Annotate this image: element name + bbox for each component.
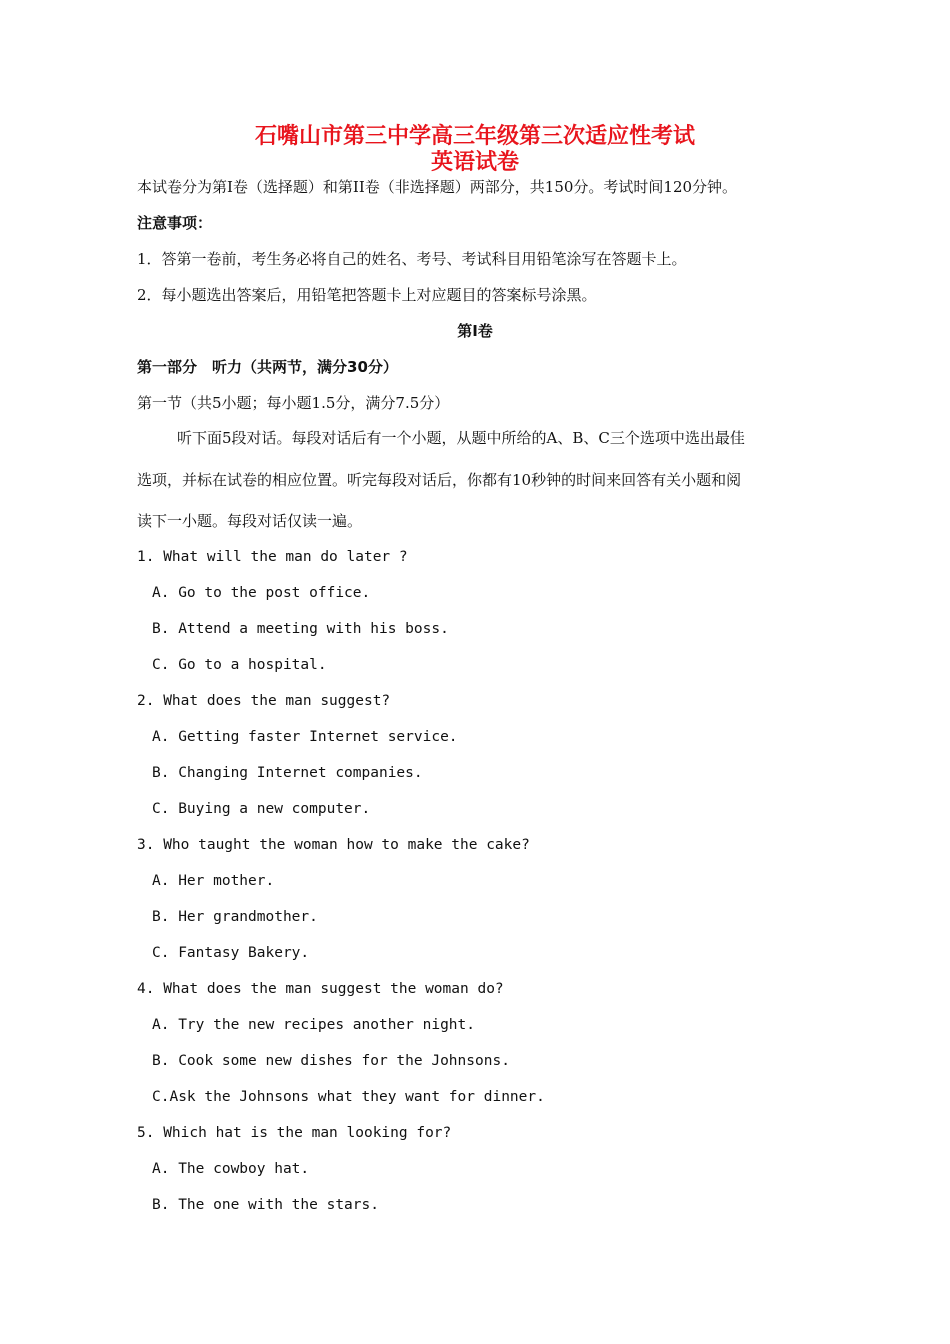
notice-item: 1．答第一卷前，考生务必将自己的姓名、考号、考试科目用铅笔涂写在答题卡上。: [137, 250, 687, 268]
notice-heading: 注意事项：: [137, 214, 213, 232]
question-stem: 3. Who taught the woman how to make the cake?: [137, 837, 530, 853]
question-stem: 1. What will the man do later ?: [137, 549, 408, 565]
answer-option: C. Go to a hospital.: [152, 657, 327, 673]
answer-option: B. Attend a meeting with his boss.: [152, 621, 449, 637]
answer-option: A. Her mother.: [152, 873, 275, 889]
instruction-line: 读下一小题。每段对话仅读一遍。: [137, 512, 363, 530]
answer-option: B. Changing Internet companies.: [152, 765, 423, 781]
answer-option: B. Cook some new dishes for the Johnsons.: [152, 1053, 510, 1069]
answer-option: B. The one with the stars.: [152, 1197, 379, 1213]
answer-option: A. Getting faster Internet service.: [152, 729, 458, 745]
volume-title: 第I卷: [457, 322, 493, 340]
question-stem: 2. What does the man suggest?: [137, 693, 391, 709]
instruction-line: 听下面5段对话。每段对话后有一个小题，从题中所给的A、B、C三个选项中选出最佳: [177, 429, 745, 447]
question-stem: 5. Which hat is the man looking for?: [137, 1125, 452, 1141]
notice-item: 2．每小题选出答案后，用铅笔把答题卡上对应题目的答案标号涂黑。: [137, 286, 597, 304]
answer-option: C.Ask the Johnsons what they want for dinner.: [152, 1089, 545, 1105]
intro-text: 本试卷分为第I卷（选择题）和第II卷（非选择题）两部分，共150分。考试时间120分钟。: [137, 178, 738, 196]
part-heading: 第一部分 听力（共两节，满分30分）: [137, 358, 398, 376]
answer-option: C. Buying a new computer.: [152, 801, 371, 817]
answer-option: A. Try the new recipes another night.: [152, 1017, 476, 1033]
section-heading: 第一节（共5小题；每小题1.5分，满分7.5分）: [137, 394, 450, 412]
exam-subtitle: 英语试卷: [430, 149, 519, 175]
answer-option: B. Her grandmother.: [152, 909, 318, 925]
instruction-line: 选项，并标在试卷的相应位置。听完每段对话后，你都有10秒钟的时间来回答有关小题和阅: [137, 471, 742, 489]
answer-option: A. Go to the post office.: [152, 585, 371, 601]
exam-title: 石嘴山市第三中学高三年级第三次适应性考试: [254, 123, 695, 149]
answer-option: A. The cowboy hat.: [152, 1161, 310, 1177]
answer-option: C. Fantasy Bakery.: [152, 945, 310, 961]
question-stem: 4. What does the man suggest the woman do?: [137, 981, 504, 997]
